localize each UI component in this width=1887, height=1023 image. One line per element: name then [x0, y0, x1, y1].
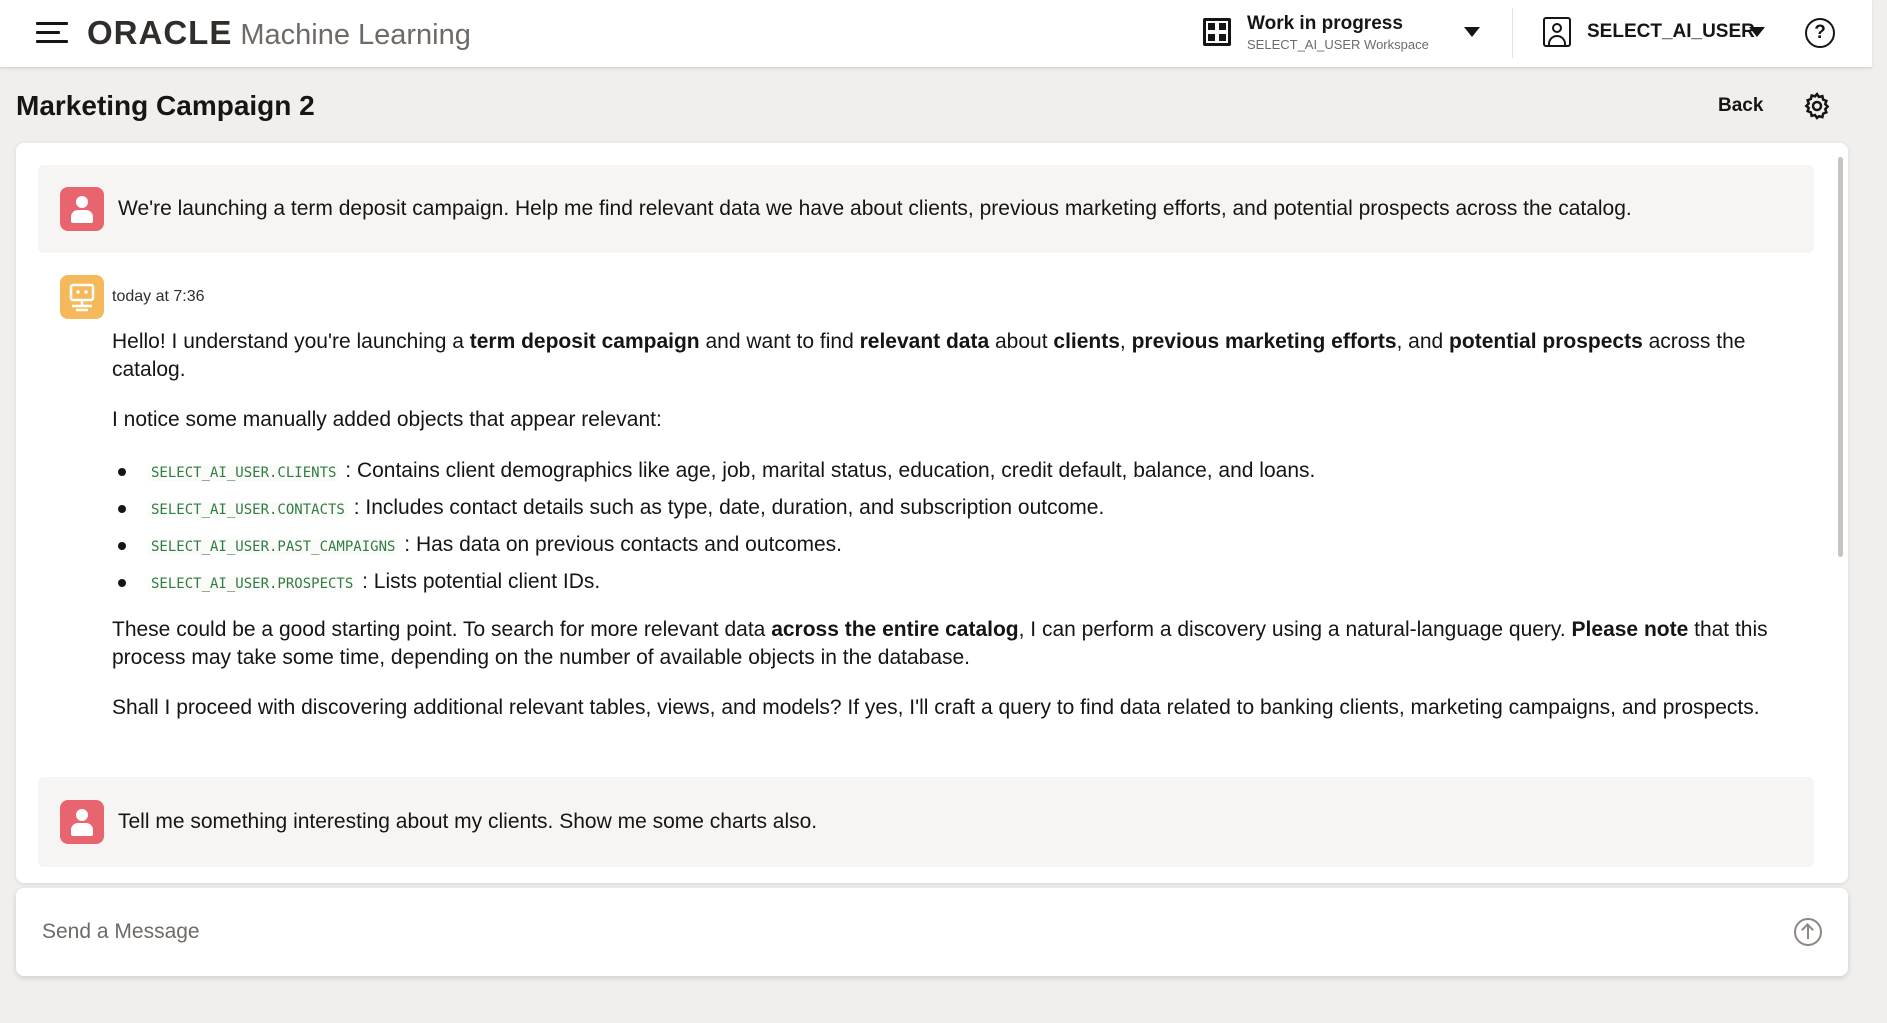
object-description: : Contains client demographics like age, job, marital status, education, credit default, balance, and loans. [339, 459, 1316, 482]
user-message [38, 777, 1814, 867]
bold-span: across the entire catalog [771, 618, 1019, 641]
list-item [112, 456, 1812, 493]
text-span: Hello! I understand you're launching a [112, 330, 470, 353]
object-description: : Has data on previous contacts and outcomes. [398, 533, 843, 556]
text-span: These could be a good starting point. To search for more relevant data [112, 618, 772, 641]
assistant-avatar-icon [60, 275, 104, 319]
header-divider [1512, 8, 1513, 58]
object-name-code: SELECT_AI_USER.PROSPECTS [148, 576, 356, 592]
assistant-message [112, 328, 1812, 744]
message-composer [16, 888, 1848, 976]
workspace-selector[interactable] [1247, 13, 1429, 52]
hamburger-menu-icon[interactable] [36, 20, 68, 44]
text-span: , [1119, 330, 1132, 353]
user-chevron-down-icon[interactable] [1749, 27, 1765, 37]
page-title: Marketing Campaign 2 [16, 90, 315, 121]
object-name-code: SELECT_AI_USER.CONTACTS [148, 502, 348, 518]
bold-span: term deposit campaign [469, 330, 700, 353]
page-scrollbar[interactable] [1876, 0, 1887, 1023]
help-icon[interactable]: ? [1805, 18, 1835, 48]
list-item [112, 567, 1812, 604]
workspace-chevron-down-icon[interactable] [1464, 27, 1480, 37]
person-avatar-icon [60, 800, 104, 844]
gear-icon[interactable] [1802, 91, 1832, 121]
workspace-subtitle: SELECT_AI_USER Workspace [1247, 37, 1429, 52]
list-item [112, 530, 1812, 567]
product-name: Machine Learning [240, 19, 471, 51]
user-message-text: Tell me something interesting about my clients. Show me some charts also. [118, 810, 818, 833]
object-name-code: SELECT_AI_USER.PAST_CAMPAIGNS [148, 539, 398, 555]
assistant-paragraph: Shall I proceed with discovering additional relevant tables, views, and models? If yes, I'll craft a query to find data related to banking clients, marketing campaigns, and prospects. [112, 696, 1760, 719]
send-icon[interactable] [1794, 918, 1822, 946]
workspace-grid-icon[interactable] [1203, 18, 1231, 46]
object-list [112, 456, 1812, 604]
assistant-paragraph [112, 328, 1812, 384]
user-message [38, 165, 1814, 253]
bold-span: previous marketing efforts [1131, 330, 1397, 353]
bold-span: Please note [1571, 618, 1689, 641]
chat-panel [16, 143, 1848, 883]
assistant-paragraph [112, 616, 1812, 672]
back-button[interactable]: Back [1718, 95, 1764, 116]
object-name-code: SELECT_AI_USER.CLIENTS [148, 465, 339, 481]
bold-span: potential prospects [1449, 330, 1643, 353]
text-span: that this process may take some time, depending on the number of available objects in the database. [112, 618, 1768, 669]
workspace-title: Work in progress [1247, 13, 1403, 34]
object-description: : Includes contact details such as type, date, duration, and subscription outcome. [347, 496, 1105, 519]
list-item [112, 493, 1812, 530]
bold-span: relevant data [859, 330, 990, 353]
object-description: : Lists potential client IDs. [356, 570, 601, 593]
text-span: across the catalog. [112, 330, 1746, 381]
text-span: , I can perform a discovery using a natural-language query. [1018, 618, 1572, 641]
oracle-logo: ORACLE [87, 14, 233, 51]
brand [87, 14, 471, 52]
text-span: and want to find [699, 330, 860, 353]
text-span: , and [1396, 330, 1450, 353]
bold-span: clients [1053, 330, 1120, 353]
assistant-paragraph: I notice some manually added objects that appear relevant: [112, 408, 662, 431]
message-timestamp: today at 7:36 [112, 288, 205, 305]
top-bar [0, 0, 1872, 68]
chat-scrollbar[interactable] [1838, 157, 1843, 557]
message-input[interactable] [42, 910, 1742, 954]
person-avatar-icon [60, 187, 104, 231]
user-message-text: We're launching a term deposit campaign. Help me find relevant data we have about clients, previous marketing efforts, and potential prospects across the catalog. [118, 197, 1632, 220]
user-menu[interactable]: SELECT_AI_USER [1587, 21, 1755, 42]
text-span: about [989, 330, 1054, 353]
user-icon[interactable] [1543, 17, 1571, 47]
